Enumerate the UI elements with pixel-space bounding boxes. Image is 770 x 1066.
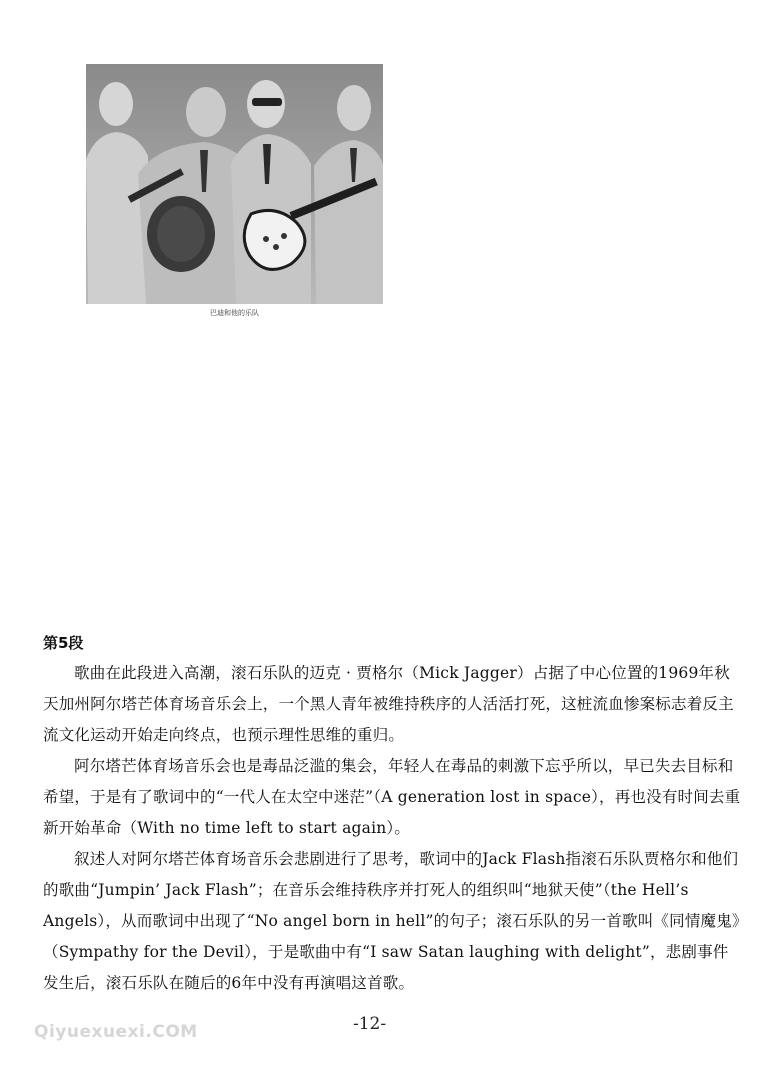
band-photo: [86, 64, 383, 304]
paragraph: 叙述人对阿尔塔芒体育场音乐会悲剧进行了思考，歌词中的Jack Flash指滚石乐队贾格尔和他们的歌曲“Jumpin’ Jack Flash”；在音乐会维持秩序并打死人的组织叫“地狱天使”（the Hell’s Angels），从而歌词中出现了“No angel born in hell”的句子；滚石乐队的另一首歌叫《同情魔鬼》（Sympathy for the Devil），于是歌曲中有“I saw Satan laughing with delight”，悲剧事件发生后，滚石乐队在随后的6年中没有再演唱这首歌。: [43, 850, 740, 992]
paragraph: 歌曲在此段进入高潮，滚石乐队的迈克 · 贾格尔（Mick Jagger）占据了中心位置的1969年秋天加州阿尔塔芒体育场音乐会上，一个黑人青年被维持秩序的人活活打死，这桩流血惨案标志着反主流文化运动开始走向终点，也预示理性思维的重归。: [43, 664, 734, 744]
section-body: [43, 658, 743, 999]
paragraph: 阿尔塔芒体育场音乐会也是毒品泛滥的集会，年轻人在毒品的刺激下忘乎所以，早已失去目标和希望，于是有了歌词中的“一代人在太空中迷茫”（A generation lost in space），再也没有时间去重新开始革命（With no time left to start again）。: [43, 757, 741, 837]
section-heading: 第5段: [43, 634, 84, 652]
photo-caption: 巴迪和他的乐队: [210, 309, 259, 317]
site-watermark: Qiyuexuexi.COM: [34, 1022, 198, 1042]
page-number: -12-: [353, 1014, 387, 1034]
